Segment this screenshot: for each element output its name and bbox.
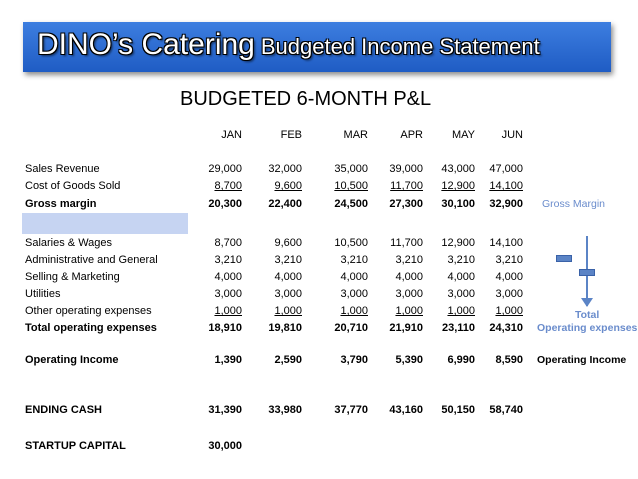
cell-selling: 4,000 bbox=[274, 271, 302, 283]
cell-utilities: 3,000 bbox=[495, 288, 523, 300]
cell-other: 1,000 bbox=[447, 305, 475, 317]
cell-utilities: 3,000 bbox=[340, 288, 368, 300]
row-label-utilities: Utilities bbox=[25, 288, 61, 300]
month-header: FEB bbox=[280, 129, 302, 141]
cell-gross-margin: 22,400 bbox=[268, 198, 302, 210]
cell-ending-cash: 33,980 bbox=[268, 404, 302, 416]
row-label-selling: Selling & Marketing bbox=[25, 271, 120, 283]
cell-total-opex: 23,110 bbox=[441, 322, 475, 334]
statement-title: BUDGETED 6-MONTH P&L bbox=[180, 88, 432, 110]
cell-sales-revenue: 35,000 bbox=[334, 163, 368, 175]
row-label-other: Other operating expenses bbox=[25, 305, 152, 317]
month-header: JUN bbox=[501, 129, 523, 141]
cell-operating-income: 3,790 bbox=[340, 354, 368, 366]
equals-icon bbox=[579, 269, 595, 276]
row-label-admin: Administrative and General bbox=[25, 254, 158, 266]
row-label-total-opex: Total operating expenses bbox=[25, 322, 157, 334]
cell-other: 1,000 bbox=[340, 305, 368, 317]
cell-gross-margin: 24,500 bbox=[334, 198, 368, 210]
cell-operating-income: 6,990 bbox=[447, 354, 475, 366]
month-header: APR bbox=[400, 129, 423, 141]
cell-sales-revenue: 32,000 bbox=[268, 163, 302, 175]
cell-total-opex: 19,810 bbox=[268, 322, 302, 334]
banner-title bbox=[37, 28, 540, 62]
cell-salaries: 11,700 bbox=[390, 237, 423, 249]
cell-selling: 4,000 bbox=[340, 271, 368, 283]
cell-gross-margin: 27,300 bbox=[389, 198, 423, 210]
cell-cogs: 14,100 bbox=[489, 180, 523, 192]
side-note-operating-income: Operating Income bbox=[537, 354, 627, 366]
cell-salaries: 10,500 bbox=[334, 237, 368, 249]
row-label-startup-capital: STARTUP CAPITAL bbox=[25, 440, 126, 452]
cell-other: 1,000 bbox=[495, 305, 523, 317]
row-label-ending-cash: ENDING CASH bbox=[25, 404, 103, 416]
cell-gross-margin: 32,900 bbox=[489, 198, 523, 210]
month-header: MAR bbox=[343, 129, 368, 141]
cell-operating-income: 5,390 bbox=[395, 354, 423, 366]
cell-other: 1,000 bbox=[395, 305, 423, 317]
side-note-operating-expenses: Operating expenses bbox=[537, 322, 638, 334]
cell-sales-revenue: 29,000 bbox=[208, 163, 242, 175]
cell-total-opex: 18,910 bbox=[208, 322, 242, 334]
cell-salaries: 12,900 bbox=[441, 237, 475, 249]
cell-selling: 4,000 bbox=[447, 271, 475, 283]
cell-ending-cash: 58,740 bbox=[489, 404, 523, 416]
cell-sales-revenue: 39,000 bbox=[389, 163, 423, 175]
cell-admin: 3,210 bbox=[274, 254, 302, 266]
cell-operating-income: 1,390 bbox=[214, 354, 242, 366]
cell-other: 1,000 bbox=[214, 305, 242, 317]
row-label-salaries: Salaries & Wages bbox=[25, 237, 113, 249]
cell-ending-cash: 43,160 bbox=[389, 404, 423, 416]
minus-icon bbox=[556, 255, 572, 262]
cell-utilities: 3,000 bbox=[214, 288, 242, 300]
month-header: MAY bbox=[451, 129, 475, 141]
cell-salaries: 8,700 bbox=[214, 237, 242, 249]
cell-admin: 3,210 bbox=[395, 254, 423, 266]
cell-utilities: 3,000 bbox=[447, 288, 475, 300]
cell-cogs: 10,500 bbox=[334, 180, 368, 192]
cell-other: 1,000 bbox=[274, 305, 302, 317]
cell-operating-income: 8,590 bbox=[495, 354, 523, 366]
cell-salaries: 9,600 bbox=[274, 237, 302, 249]
row-label-gross-margin: Gross margin bbox=[25, 198, 97, 210]
cell-sales-revenue: 47,000 bbox=[489, 163, 523, 175]
title-banner bbox=[23, 22, 611, 72]
cell-sales-revenue: 43,000 bbox=[441, 163, 475, 175]
cell-startup-capital: 30,000 bbox=[208, 440, 242, 452]
cell-cogs: 9,600 bbox=[274, 180, 302, 192]
banner-subtitle: Budgeted Income Statement bbox=[260, 34, 540, 59]
company-name: DINO’s Catering bbox=[37, 28, 255, 61]
cell-total-opex: 20,710 bbox=[334, 322, 368, 334]
cell-ending-cash: 31,390 bbox=[208, 404, 242, 416]
month-header: JAN bbox=[221, 129, 242, 141]
cell-gross-margin: 30,100 bbox=[441, 198, 475, 210]
cell-total-opex: 21,910 bbox=[389, 322, 423, 334]
arrow-head-icon bbox=[581, 298, 593, 307]
cell-admin: 3,210 bbox=[340, 254, 368, 266]
cell-cogs: 8,700 bbox=[214, 180, 242, 192]
cell-admin: 3,210 bbox=[495, 254, 523, 266]
side-note-total: Total bbox=[575, 309, 600, 321]
row-label-operating-income: Operating Income bbox=[25, 354, 119, 366]
side-note-gross-margin: Gross Margin bbox=[542, 198, 606, 210]
cell-salaries: 14,100 bbox=[489, 237, 523, 249]
cell-ending-cash: 50,150 bbox=[441, 404, 475, 416]
cell-gross-margin: 20,300 bbox=[208, 198, 242, 210]
row-label-sales-revenue: Sales Revenue bbox=[25, 163, 100, 175]
cell-utilities: 3,000 bbox=[274, 288, 302, 300]
cell-cogs: 11,700 bbox=[390, 180, 423, 192]
cell-admin: 3,210 bbox=[214, 254, 242, 266]
cell-total-opex: 24,310 bbox=[489, 322, 523, 334]
cell-selling: 4,000 bbox=[214, 271, 242, 283]
cell-selling: 4,000 bbox=[395, 271, 423, 283]
row-label-cogs: Cost of Goods Sold bbox=[25, 180, 121, 192]
cell-cogs: 12,900 bbox=[441, 180, 475, 192]
opex-header-highlight bbox=[22, 213, 188, 234]
cell-utilities: 3,000 bbox=[395, 288, 423, 300]
cell-operating-income: 2,590 bbox=[274, 354, 302, 366]
cell-selling: 4,000 bbox=[495, 271, 523, 283]
cell-ending-cash: 37,770 bbox=[334, 404, 368, 416]
cell-admin: 3,210 bbox=[447, 254, 475, 266]
